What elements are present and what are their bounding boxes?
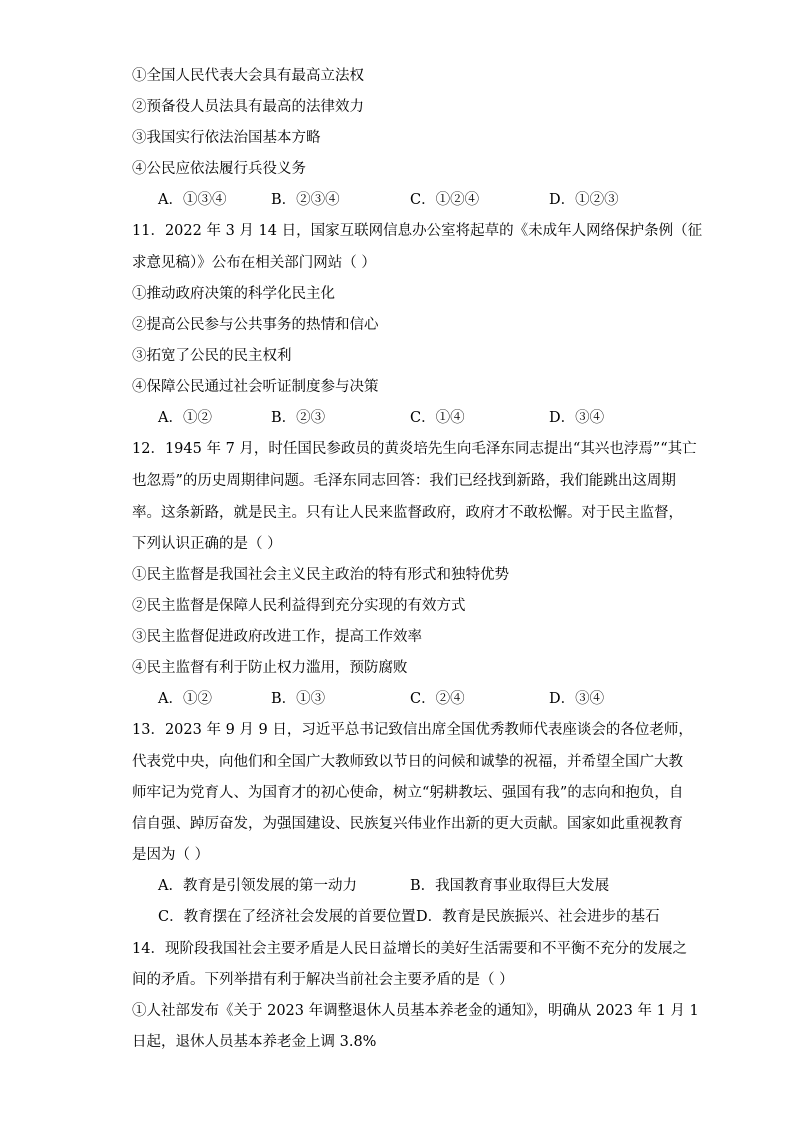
q14-statement-1-line-1: ①人社部发布《关于 2023 年调整退休人员基本养老金的通知》，明确从 2023 年 1 月 1 [132,1003,699,1019]
q12-option-c: C．②④ [410,691,465,707]
q13-option-a: A．教育是引领发展的第一动力 [158,878,357,894]
q13-option-c: C．教育摆在了经济社会发展的首要位置 [158,909,416,925]
q12-statement-3: ③民主监督促进政府改进工作，提高工作效率 [132,629,422,645]
q11-stem-line-2: 求意见稿）》公布在相关部门网站（ ） [132,255,376,271]
q12-option-d: D．③④ [549,691,605,707]
q14-statement-1-line-2: 日起，退休人员基本养老金上调 3.8% [132,1034,377,1050]
q13-stem-line-5: 是因为（ ） [132,847,210,863]
q10-option-d: D．①②③ [549,192,619,208]
q11-option-b: B．②③ [271,410,326,426]
q12-option-a: A．①② [158,691,212,707]
q10-option-a: A．①③④ [158,192,227,208]
q11-option-d: D．③④ [549,410,605,426]
q12-stem-line-4: 下列认识正确的是（ ） [132,536,282,552]
q14-stem-line-2: 间的矛盾。下列举措有利于解决当前社会主要矛盾的是（ ） [132,972,514,988]
q11-statement-2: ②提高公民参与公共事务的热情和信心 [132,317,379,333]
q12-option-b: B．①③ [271,691,326,707]
q12-stem-line-3: 率。这条新路，就是民主。只有让人民来监督政府，政府才不敢松懈。对于民主监督， [132,505,683,521]
q13-stem-line-3: 师牢记为党育人、为国育才的初心使命，树立“躬耕教坛、强国有我”的志向和抱负，自 [132,785,684,801]
q11-statement-1: ①推动政府决策的科学化民主化 [132,286,335,302]
q12-statement-2: ②民主监督是保障人民利益得到充分实现的有效方式 [132,598,466,614]
q12-statement-4: ④民主监督有利于防止权力滥用，预防腐败 [132,660,408,676]
q10-statement-1: ①全国人民代表大会具有最高立法权 [132,68,364,84]
q13-option-d: D．教育是民族振兴、社会进步的基石 [416,909,660,925]
q12-stem-line-2: 也忽焉”的历史周期律问题。毛泽东同志回答：我们已经找到新路，我们能跳出这周期 [132,473,676,489]
q11-option-c: C．①④ [410,410,465,426]
q12-stem-line-1: 12．1945 年 7 月，时任国民参政员的黄炎培先生向毛泽东同志提出“其兴也浡焉”“其亡 [132,441,697,457]
q10-statement-2: ②预备役人员法具有最高的法律效力 [132,99,364,115]
q14-stem-line-1: 14．现阶段我国社会主要矛盾是人民日益增长的美好生活需要和不平衡不充分的发展之 [132,941,687,957]
q10-statement-4: ④公民应依法履行兵役义务 [132,161,306,177]
q11-statement-4: ④保障公民通过社会听证制度参与决策 [132,379,379,395]
q13-stem-line-2: 代表党中央，向他们和全国广大教师致以节日的问候和诚挚的祝福，并希望全国广大教 [132,754,683,770]
q10-statement-3: ③我国实行依法治国基本方略 [132,130,321,146]
q11-statement-3: ③拓宽了公民的民主权利 [132,348,292,364]
q13-stem-line-4: 信自强、踔厉奋发，为强国建设、民族复兴伟业作出新的更大贡献。国家如此重视教育 [132,816,683,832]
q10-option-b: B．②③④ [271,192,340,208]
q11-option-a: A．①② [158,410,212,426]
q11-stem-line-1: 11．2022 年 3 月 14 日，国家互联网信息办公室将起草的《未成年人网络保护条例（征 [132,223,703,239]
q13-option-b: B．我国教育事业取得巨大发展 [410,878,610,894]
q12-statement-1: ①民主监督是我国社会主义民主政治的特有形式和独特优势 [132,567,509,583]
q13-stem-line-1: 13．2023 年 9 月 9 日，习近平总书记致信出席全国优秀教师代表座谈会的各位老师， [132,722,693,738]
q10-option-c: C．①②④ [410,192,480,208]
